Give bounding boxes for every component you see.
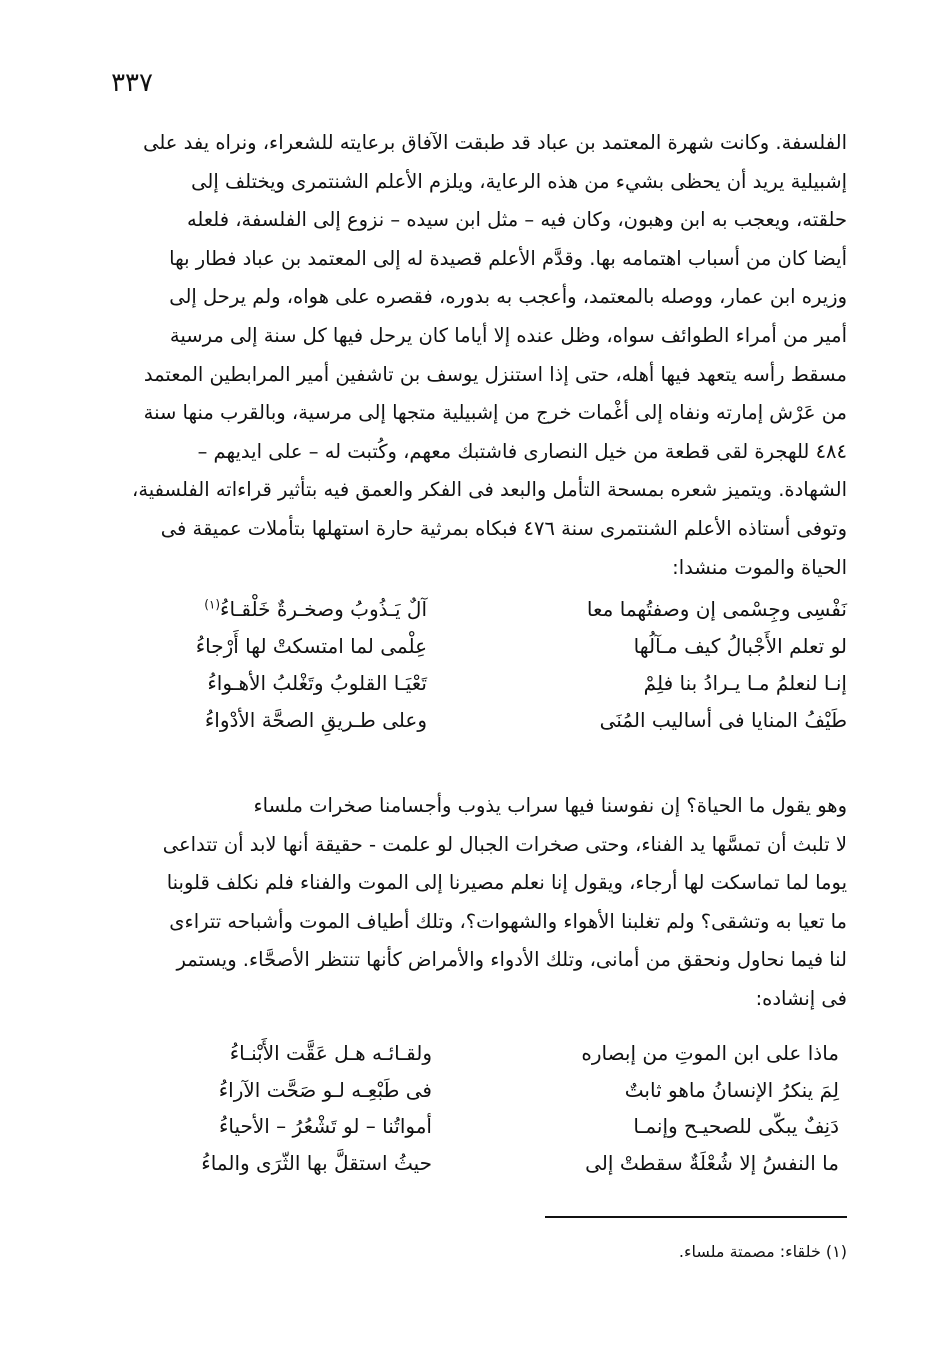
verse-second-hemistich: فى طَبْعِـه لـو صَحَّت الآراءُ [218,1077,432,1102]
text-line: ما تعيا به وتشقى؟ ولم تغلبنا الأهواء والشهوات؟، وتلك أطياف الموت وأشباحه تتراءى [169,909,847,933]
text-line: لا تلبث أن تمسَّها يد الفناء، وحتى صخرات الجبال لو علمت - حقيقة أنها لابد أن تتداعى [162,832,847,856]
text-line: مسقط رأسه يتعهد فيها أهله، حتى إذا استنزل يوسف بن تاشفين أمير المرابطين المعتمد [143,362,847,386]
verse-first-hemistich: طَيْفُ المنايا فى أساليب المُنَى [599,708,847,732]
verse-first-hemistich: لو تعلم الأَجْبالُ كيف مـآلُها [633,634,847,658]
poem-1 [77,597,847,745]
text-line: الفلسفة. وكانت شهرة المعتمد بن عباد قد طبقت الآفاق برعايته للشعراء، ونراه يفد على [143,131,847,154]
verse-second-hemistich: حيثُ استقلَّ بها الثّرَى والماءُ [201,1150,432,1175]
text-line: وزيره ابن عمار، ووصله بالمعتمد، وأعجب به بدوره، فقصره على هواه، ولم يرحل إلى [169,285,847,309]
text-line: إشبيلية يريد أن يحظى بشيء من هذه الرعاية، ويلزم الأعلم الشنتمرى ويختلف إلى [191,169,847,193]
text-line: أيضا كان من أسباب اهتمامه بها. وقدَّم الأعلم قصيدة له إلى المعتمد بن عباد فطار بها [169,246,847,270]
verse-second-hemistich: أمواتُنا – لو تَشْعُرُ – الأحياءُ [218,1114,432,1138]
text-line: يوما لما تماسكت لها أرجاء، ويقول إنا نعلم مصيرنا إلى الموت والفناء فلم نكلف قلوبنا [166,871,847,895]
text-line: الشهادة. ويتميز شعره بمسحة التأمل والبعد فى الفكر والعمق فيه بتأثير قراءاته الفلسفية، [132,478,847,502]
verse-first-hemistich: نَفْسِى وجِسْمى إن وصفتُهما معا [586,597,847,621]
verse-second-hemistich: ولقـائـه هـل عَقَّت الأَبْنـاءُ [229,1041,432,1065]
verse-second-hemistich: تَعْيَـا القلوبُ وتَغْلبُ الأهـواءُ [207,671,427,695]
text-line: فى إنشاده: [755,986,847,1010]
verse-line [77,597,847,634]
verse-second-hemistich: وعلى طـريقِ الصحَّة الأدْواءُ [204,708,427,732]
verse-line [77,1114,847,1151]
verse-line [77,634,847,671]
verse-line [77,671,847,708]
verse-second-hemistich: عِلْمى لما امتسكتْ لها أَرْجاءُ [195,634,427,658]
footnote-divider [545,1216,847,1218]
page-number: ٣٣٧ [111,68,153,98]
verse-line [77,708,847,745]
text-line: من عَرْش إمارته ونفاه إلى أغْمات خرج من إشبيلية متجها إلى مرسية، وبالقرب منها سنة [143,401,847,425]
poem-2 [77,1041,847,1187]
paragraph-2 [77,787,847,1019]
text-line: وتوفى أستاذه الأعلم الشنتمرى سنة ٤٧٦ فبكاه بمرثية حارة استهلها بتأملات عميقة فى [160,516,847,540]
verse-second-hemistich-text: آلٌ يَـذُوبُ وصخـرةٌ خَلْقـاءُ [220,597,427,621]
text-line: حلقته، ويعجب به ابن وهبون، وكان فيه – مثل ابن سيده – نزوع إلى الفلسفة، فلعله [186,208,847,232]
text-line: وهو يقول ما الحياة؟ إن نفوسنا فيها سراب يذوب وأجسامنا صخرات ملساء [253,794,847,817]
text-line: الحياة والموت منشدا: [672,555,847,579]
verse-first-hemistich: ما النفسُ إلا شُعْلَةٌ سقطتْ إلى [585,1150,839,1175]
verse-line [77,1151,847,1188]
text-line: أمير من أمراء الطوائف سواه، وظل عنده إلا أياما كان يرحل فيها كل سنة إلى مرسية [169,323,847,347]
verse-second-hemistich [77,597,427,621]
text-line: ٤٨٤ للهجرة لقى قطعة من خيل النصارى فاشتبك معهم، وكُتبت له – على ايديهم – [197,439,847,463]
text-line: لنا فيما نحاول ونحقق من أمانى، وتلك الأدواء والأمراض كأنها تنتظر الأصحَّاء. ويستمر [176,948,847,972]
verse-line [77,1041,847,1078]
verse-first-hemistich: ماذا على ابن الموتِ من إبصاره [581,1041,839,1065]
verse-line [77,1078,847,1115]
verse-first-hemistich: دَنِفٌ يبكّى للصحيـح وإنمـا [633,1114,839,1138]
footnote: (١) خلقاء: مصمتة ملساء. [678,1242,847,1261]
footnote-marker: (١) [204,597,221,612]
paragraph-1 [77,124,847,587]
verse-first-hemistich: إنـا لنعلمُ مـا يـرادُ بنا فلِمْ [643,671,847,695]
verse-first-hemistich: لِمَ ينكرُ الإنسانُ ماهو ثابتٌ [624,1077,839,1102]
